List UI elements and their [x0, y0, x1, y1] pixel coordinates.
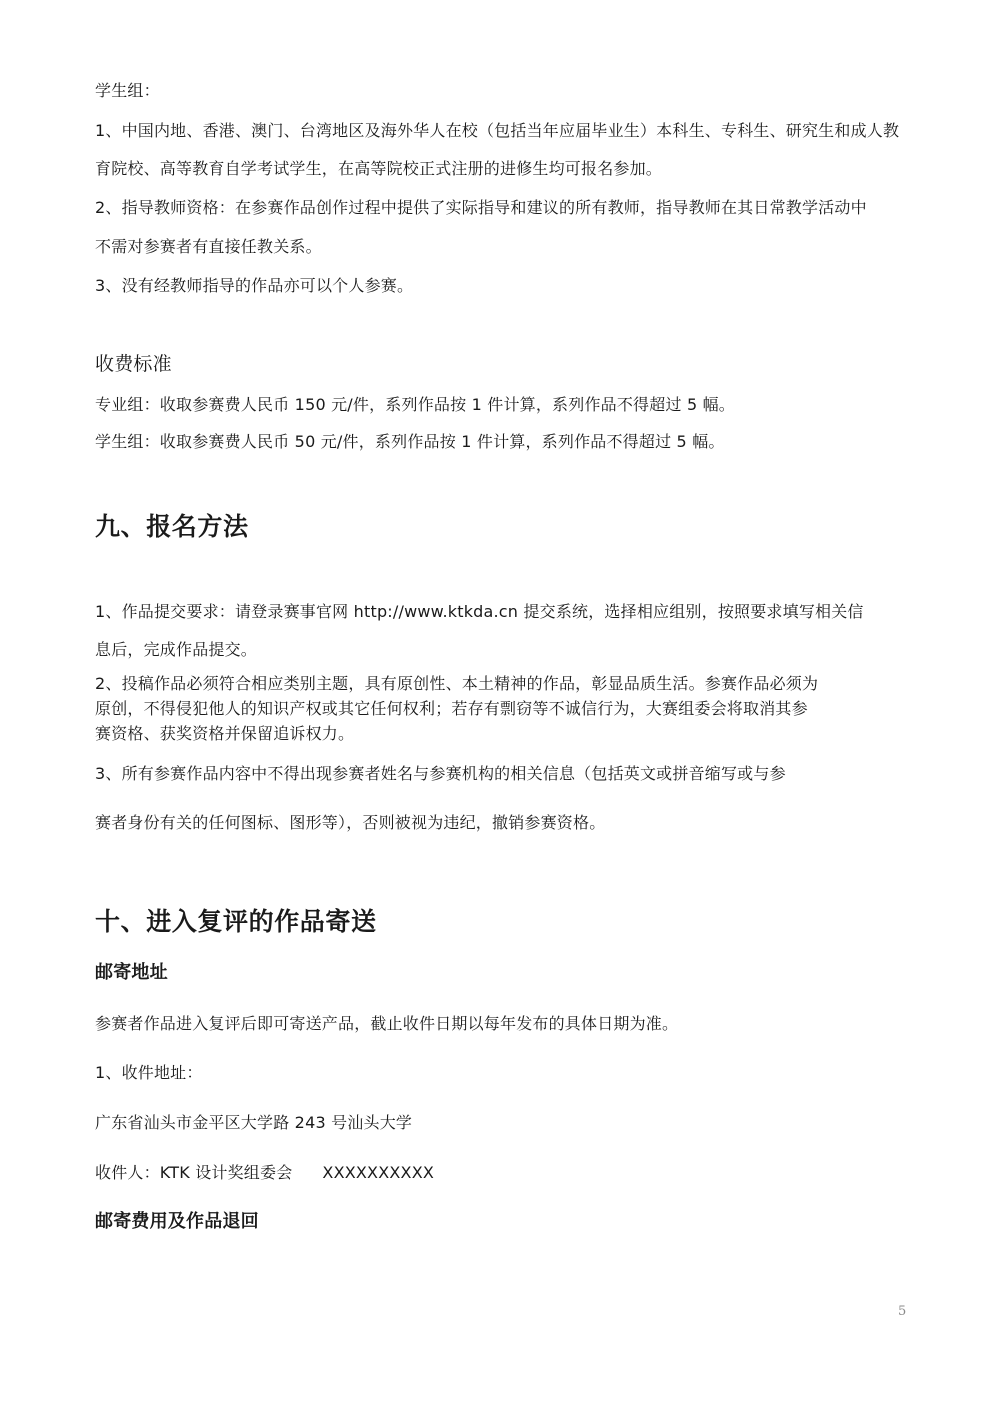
section9-item2-line2: 原创，不得侵犯他人的知识产权或其它任何权利；若存有剽窃等不诚信行为，大赛组委会将取消其参: [95, 699, 808, 718]
page-number: 5: [898, 1304, 907, 1319]
section10-title: 十、进入复评的作品寄送: [95, 907, 377, 936]
recipient-name: 收件人：KTK 设计奖组委会: [95, 1163, 293, 1182]
section9-item3-line1: 3、所有参赛作品内容中不得出现参赛者姓名与参赛机构的相关信息（包括英文或拼音缩写或与参: [95, 764, 786, 783]
section9-item2-line3: 赛资格、获奖资格并保留追诉权力。: [95, 724, 355, 743]
student-item3: 3、没有经教师指导的作品亦可以个人参赛。: [95, 276, 414, 295]
postage-heading: 邮寄费用及作品退回: [95, 1211, 259, 1232]
fees-professional: 专业组：收取参赛费人民币 150 元/件，系列作品按 1 件计算，系列作品不得超过 5 幅。: [95, 395, 736, 414]
section9-item1-line2: 息后，完成作品提交。: [95, 640, 258, 659]
student-item1-line2: 育院校、高等教育自学考试学生，在高等院校正式注册的进修生均可报名参加。: [95, 159, 663, 178]
section9-item1-line1: 1、作品提交要求：请登录赛事官网 http://www.ktkda.cn 提交系统，选择相应组别，按照要求填写相关信: [95, 602, 864, 621]
section9-title: 九、报名方法: [95, 512, 249, 541]
student-item2-line1: 2、指导教师资格：在参赛作品创作过程中提供了实际指导和建议的所有教师，指导教师在其日常教学活动中: [95, 198, 867, 217]
fees-heading: 收费标准: [95, 353, 172, 375]
recipient-phone: XXXXXXXXXX: [322, 1163, 435, 1182]
address-label: 1、收件地址：: [95, 1063, 203, 1082]
student-item2-line2: 不需对参赛者有直接任教关系。: [95, 237, 322, 256]
section9-item2-line1: 2、投稿作品必须符合相应类别主题，具有原创性、本土精神的作品，彰显品质生活。参赛作品必须为: [95, 674, 819, 693]
fees-student: 学生组：收取参赛费人民币 50 元/件，系列作品按 1 件计算，系列作品不得超过 5 幅。: [95, 432, 725, 451]
address-text: 广东省汕头市金平区大学路 243 号汕头大学: [95, 1113, 413, 1132]
student-group-heading: 学生组：: [95, 81, 160, 100]
mailing-intro: 参赛者作品进入复评后即可寄送产品，截止收件日期以每年发布的具体日期为准。: [95, 1014, 679, 1033]
recipient-line: [95, 1163, 434, 1183]
section9-item3-line2: 赛者身份有关的任何图标、图形等），否则被视为违纪，撤销参赛资格。: [95, 813, 606, 832]
mailing-address-heading: 邮寄地址: [95, 962, 168, 983]
student-item1-line1: 1、中国内地、香港、澳门、台湾地区及海外华人在校（包括当年应届毕业生）本科生、专科生、研究生和成人教: [95, 121, 900, 140]
